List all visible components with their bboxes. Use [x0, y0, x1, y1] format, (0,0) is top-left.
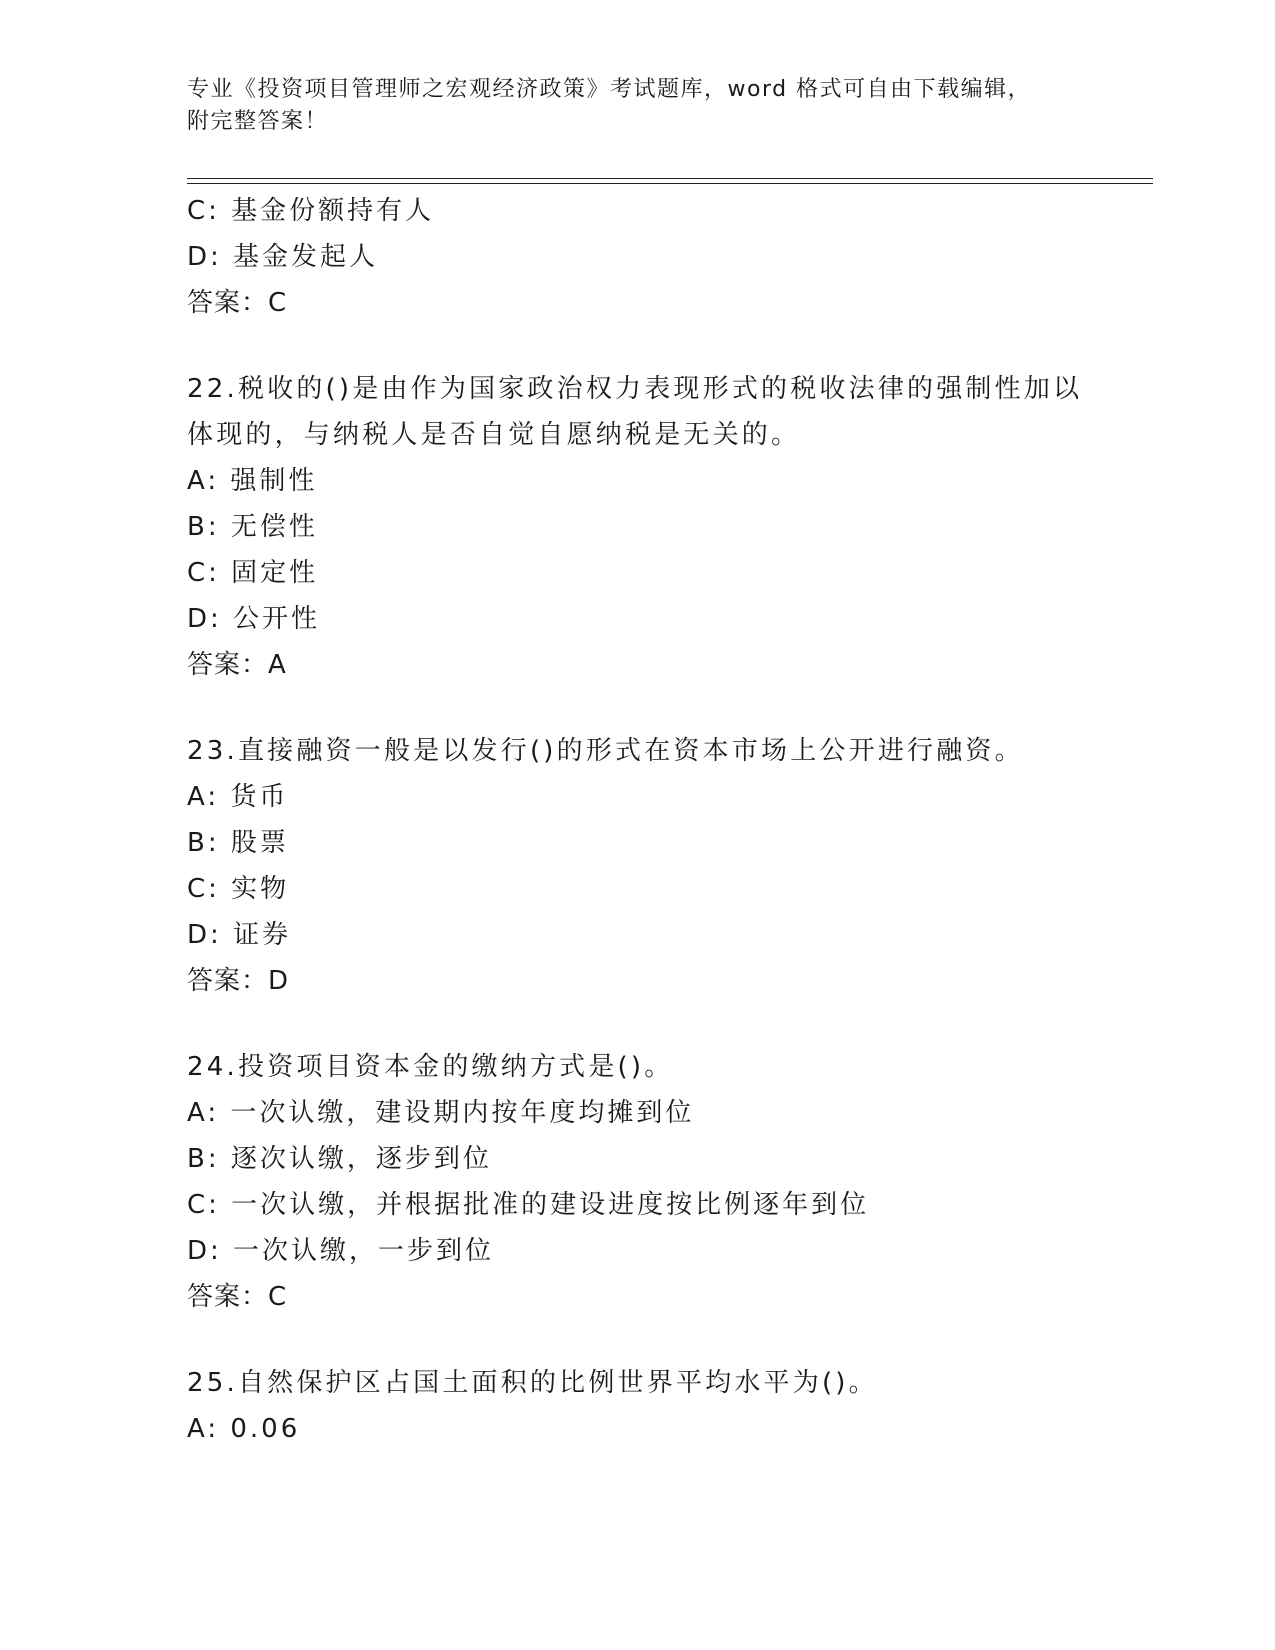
answer-line: 答案：C — [187, 1282, 288, 1312]
option-d: D: 一次认缴，一步到位 — [187, 1236, 495, 1266]
answer-line: 答案：A — [187, 650, 287, 680]
question-24 — [187, 1044, 1153, 1320]
option-a: A: 0.06 — [187, 1414, 301, 1444]
option-d: D: 证券 — [187, 920, 292, 950]
spacer — [187, 1320, 1153, 1360]
option-a: A: 货币 — [187, 782, 289, 812]
question-22 — [187, 366, 1153, 688]
option-c: C: 实物 — [187, 874, 290, 904]
spacer — [187, 688, 1153, 728]
option-c: C: 固定性 — [187, 558, 319, 588]
question-stem: 22.税收的()是由作为国家政治权力表现形式的税收法律的强制性加以 — [187, 374, 1083, 404]
header-rule-top — [187, 178, 1153, 179]
option-d: D: 公开性 — [187, 604, 321, 634]
answer-line: 答案：D — [187, 966, 290, 996]
header-rule-bottom — [187, 183, 1153, 184]
option-b: B: 股票 — [187, 828, 289, 858]
spacer — [187, 326, 1153, 366]
question-stem: 体现的，与纳税人是否自觉自愿纳税是无关的。 — [187, 420, 801, 450]
question-stem: 25.自然保护区占国土面积的比例世界平均水平为()。 — [187, 1368, 878, 1398]
spacer — [187, 1004, 1153, 1044]
header-line-1: 专业《投资项目管理师之宏观经济政策》考试题库，word 格式可自由下载编辑， — [187, 77, 1032, 102]
question-content — [187, 188, 1153, 1452]
option-c: C: 基金份额持有人 — [187, 196, 435, 226]
question-21-continued — [187, 188, 1153, 326]
option-c: C: 一次认缴，并根据批准的建设进度按比例逐年到位 — [187, 1190, 870, 1220]
option-d: D: 基金发起人 — [187, 242, 379, 272]
question-stem: 24.投资项目资本金的缴纳方式是()。 — [187, 1052, 674, 1082]
question-stem: 23.直接融资一般是以发行()的形式在资本市场上公开进行融资。 — [187, 736, 1024, 766]
option-b: B: 逐次认缴，逐步到位 — [187, 1144, 492, 1174]
question-23 — [187, 728, 1153, 1004]
question-25 — [187, 1360, 1153, 1452]
document-header — [187, 74, 1067, 138]
option-a: A: 一次认缴，建设期内按年度均摊到位 — [187, 1098, 695, 1128]
option-a: A: 强制性 — [187, 466, 318, 496]
option-b: B: 无偿性 — [187, 512, 318, 542]
answer-line: 答案：C — [187, 288, 288, 318]
header-line-2: 附完整答案！ — [187, 109, 329, 134]
